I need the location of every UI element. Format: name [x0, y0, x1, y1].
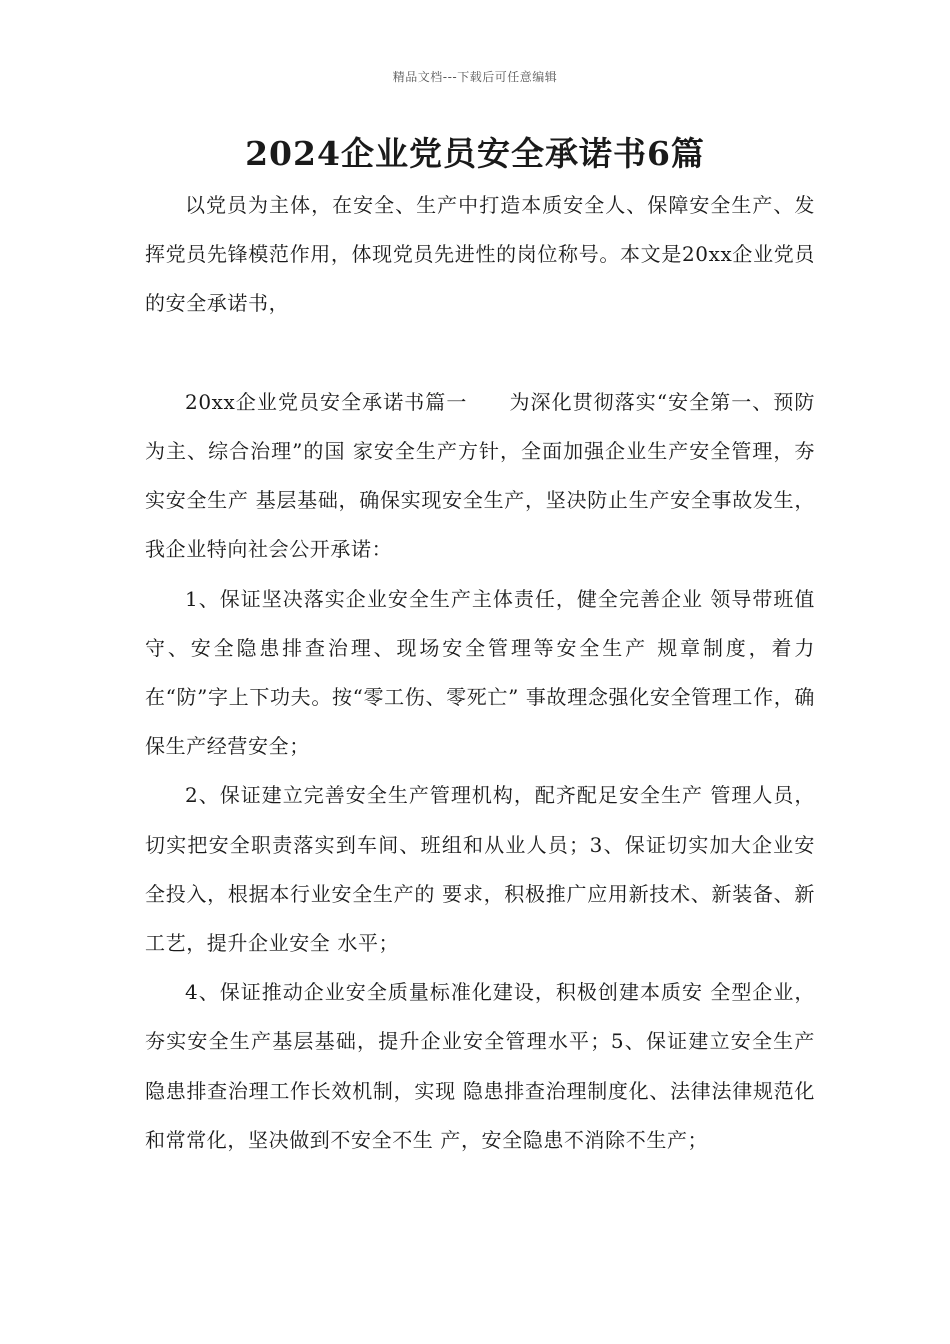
- paragraph-item-4-5: 4、保证推动企业安全质量标准化建设，积极创建本质安 全型企业，夯实安全生产基层基础，提升企业安全管理水平；5、保证建立安全生产隐患排查治理工作长效机制，实现 隐患排查治理制度化、法律法律规范化和常常化，坚决做到不安全不生 产，安全隐患不消除不生产；: [145, 980, 815, 1152]
- paragraph-intro: 以党员为主体，在安全、生产中打造本质安全人、保障安全生产、发挥党员先锋模范作用，体现党员先进性的岗位称号。本文是20xx企业党员的安全承诺书，: [145, 193, 815, 316]
- document-title: 2024企业党员安全承诺书6篇: [245, 134, 705, 173]
- page-header: 精品文档---下载后可任意编辑: [392, 70, 558, 84]
- paragraph-item-2-3: 2、保证建立完善安全生产管理机构，配齐配足安全生产 管理人员，切实把安全职责落实到车间、班组和从业人员；3、保证切实加大企业安全投入，根据本行业安全生产的 要求，积极推广应用新技术、新装备、新工艺，提升企业安全 水平；: [145, 783, 815, 956]
- paragraph-item-1: 1、保证坚决落实企业安全生产主体责任，健全完善企业 领导带班值守、安全隐患排查治理、现场安全管理等安全生产 规章制度，着力在“防”字上下功夫。按“零工伤、零死亡” 事故理念强化安全管理工作，确保生产经营安全；: [145, 586, 815, 759]
- paragraph-pledge-intro: 20xx企业党员安全承诺书篇一 为深化贯彻落实“安全第一、预防为主、综合治理”的国 家安全生产方针，全面加强企业生产安全管理，夯实安全生产 基层基础，确保实现安全生产，坚决防止生产安全事故发生， 我企业特向社会公开承诺：: [145, 389, 815, 562]
- document-body: [145, 181, 815, 1165]
- paragraph-spacer: [145, 329, 815, 378]
